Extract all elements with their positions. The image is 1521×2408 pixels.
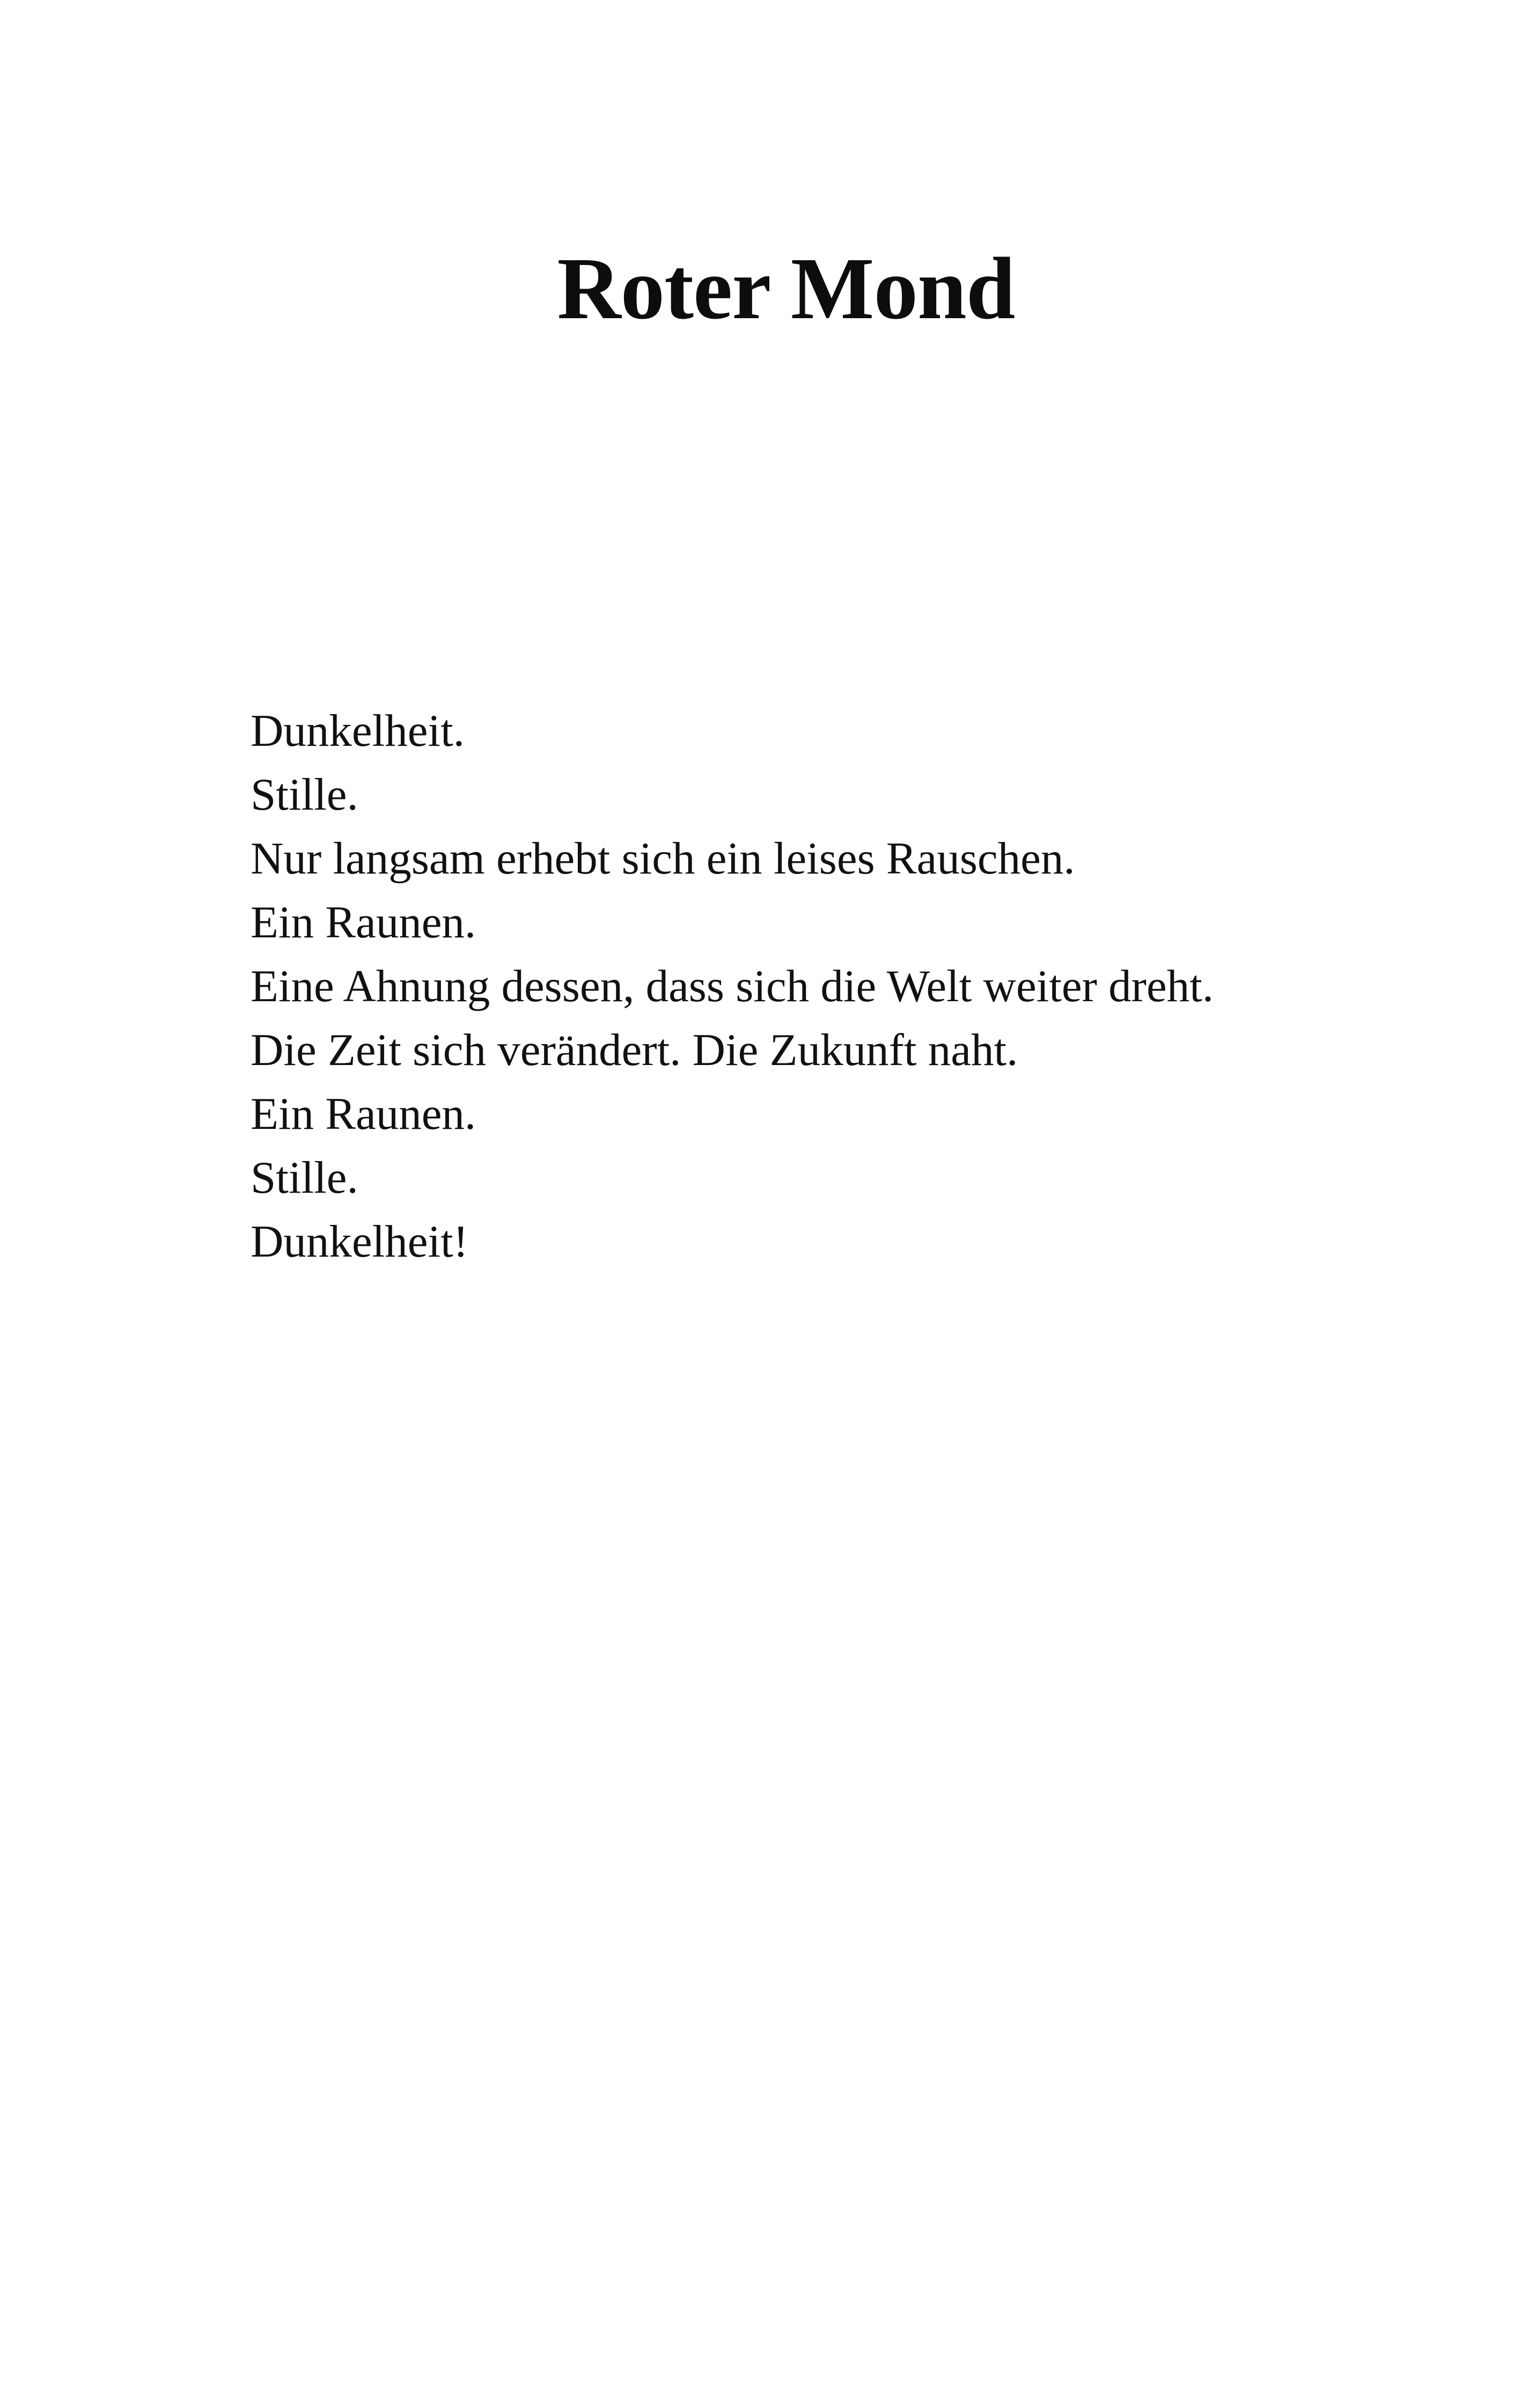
- poem-line: Dunkelheit.: [251, 706, 465, 756]
- poem-line: Stille.: [251, 1152, 358, 1203]
- poem-line: Dunkelheit!: [251, 1216, 468, 1267]
- poem-line: Nur langsam erhebt sich ein leises Rauschen.: [251, 833, 1075, 884]
- poem-line: Die Zeit sich verändert. Die Zukunft naht.: [251, 1025, 1018, 1075]
- poem-line: Ein Raunen.: [251, 897, 476, 948]
- poem-line: Ein Raunen.: [251, 1089, 476, 1139]
- poem-body: [251, 699, 1214, 1274]
- poem-title: Roter Mond: [557, 239, 1015, 337]
- poem-line: Stille.: [251, 769, 358, 820]
- poem-line: Eine Ahnung dessen, dass sich die Welt weiter dreht.: [251, 961, 1214, 1011]
